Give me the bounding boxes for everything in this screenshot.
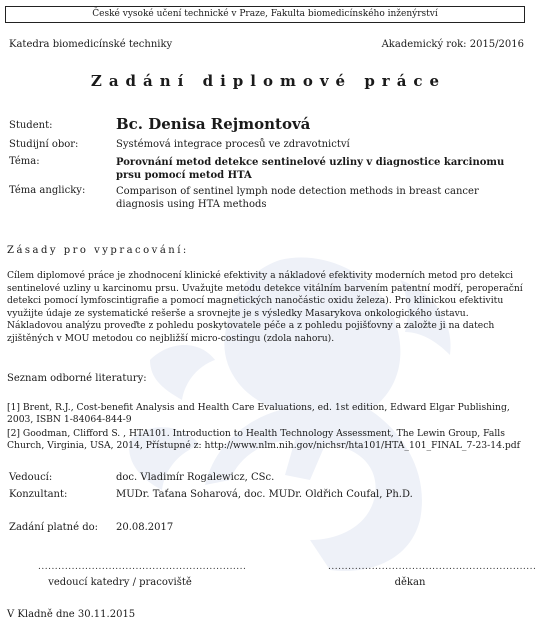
program-label: Studijní obor: xyxy=(9,139,79,150)
supervisor-value: doc. Vladimír Rogalewicz, CSc. xyxy=(116,472,275,483)
page-title: Zadání diplomové práce xyxy=(90,72,447,90)
validity-label: Zadání platné do: xyxy=(9,522,98,533)
topic-en-label: Téma anglicky: xyxy=(9,185,86,196)
guidelines-heading: Zásady pro vypracování: xyxy=(7,245,189,256)
supervisor-label: Vedoucí: xyxy=(9,472,53,483)
topic-label: Téma: xyxy=(9,156,40,167)
student-name: Bc. Denisa Rejmontová xyxy=(116,115,311,133)
literature-item: [2] Goodman, Clifford S. , HTA101. Introduction to Health Technology Assessment, The Lewin Group, Falls Church, Virginia, USA, 2014, Přístupné z: http://www.nlm.nih.gov/nichsr/hta101/HTA_101_FINAL_7-23-14.pdf xyxy=(7,428,521,452)
consultant-value: MUDr. Taťana Soharová, doc. MUDr. Oldřich Coufal, Ph.D. xyxy=(116,489,413,500)
student-label: Student: xyxy=(9,120,53,131)
literature-heading: Seznam odborné literatury: xyxy=(7,373,147,384)
department-name: Katedra biomedicínské techniky xyxy=(9,39,173,50)
academic-year: Akademický rok: 2015/2016 xyxy=(381,39,524,50)
signature-line-right: .............................................................. xyxy=(328,562,537,572)
signature-right-caption: děkan xyxy=(394,577,426,588)
university-header: České vysoké učení technické v Praze, Fakulta biomedicínského inženýrství xyxy=(5,6,525,23)
guidelines-text: Cílem diplomové práce je zhodnocení klinické efektivity a nákladové efektivity moderních metod pro detekci sentinelové uzliny u karcinomu prsu. Uvažujte metodu detekce vitálním barvením patentní modří, peroperační detekci pomocí lymfoscintigrafie a pomocí magnetických nanočástic oxidu železa). Pro klinickou efektivitu využijte údaje ze systematické rešerše a srovnejte je s výsledky Masarykova onkologického ústavu. Nákladovou analýzu proveďte z pohledu poskytovatele péče a z pohledu pojišťovny a založte ji na datech zjištěných v MOU metodou co nejbližší micro-costingu (zdola nahoru). xyxy=(7,270,523,344)
place-and-date: V Kladně dne 30.11.2015 xyxy=(7,609,136,620)
signature-line-left: .............................................................. xyxy=(38,562,247,572)
literature-item: [1] Brent, R.J., Cost-benefit Analysis and Health Care Evaluations, ed. 1st edition, Edward Elgar Publishing, 2003, ISBN 1-84064-844-9 xyxy=(7,402,510,426)
consultant-label: Konzultant: xyxy=(9,489,68,500)
signature-left-caption: vedoucí katedry / pracoviště xyxy=(48,577,192,588)
topic-value: Porovnání metod detekce sentinelové uzliny v diagnostice karcinomu prsu pomocí metod HTA xyxy=(116,157,505,181)
validity-date: 20.08.2017 xyxy=(116,522,174,533)
topic-en-value: Comparison of sentinel lymph node detection methods in breast cancer diagnosis using HTA methods xyxy=(116,186,479,210)
program-value: Systémová integrace procesů ve zdravotnictví xyxy=(116,139,350,150)
